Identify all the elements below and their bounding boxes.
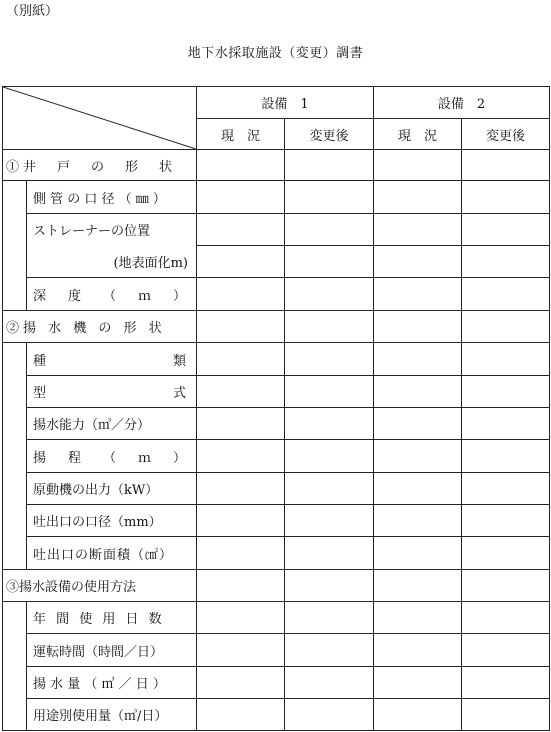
- input-cell[interactable]: [285, 699, 374, 731]
- input-cell[interactable]: [462, 602, 550, 634]
- strainer-position-unit-label: (地表面化m): [27, 246, 197, 278]
- input-cell[interactable]: [285, 440, 374, 473]
- input-cell[interactable]: [197, 246, 285, 278]
- input-cell[interactable]: [285, 278, 374, 311]
- equipment-1-after-header: 変更後: [285, 119, 374, 150]
- indent-cell: [3, 505, 27, 537]
- input-cell[interactable]: [462, 214, 550, 246]
- pump-head-label-part: ）: [172, 450, 186, 466]
- annual-days-label: 年 間 使 用 日 数: [27, 602, 197, 634]
- input-cell[interactable]: [285, 634, 374, 667]
- depth-label-part: 深: [33, 288, 47, 304]
- strainer-position-label: ストレーナーの位置: [27, 214, 197, 246]
- equipment-2-after-header: 変更後: [462, 119, 550, 150]
- model-label-part: 式: [172, 386, 186, 401]
- attachment-label: （別紙）: [6, 4, 59, 19]
- input-cell[interactable]: [197, 311, 285, 343]
- pumping-volume-label: 揚 水 量 （ ㎥ ／ 日 ）: [27, 667, 197, 699]
- input-cell[interactable]: [374, 505, 462, 537]
- input-cell[interactable]: [374, 699, 462, 731]
- input-cell[interactable]: [374, 602, 462, 634]
- side-pipe-diameter-label: 側 管 の 口 径 （ ㎜ ）: [27, 181, 197, 214]
- indent-cell: [3, 408, 27, 440]
- indent-cell: [3, 181, 27, 214]
- input-cell[interactable]: [462, 343, 550, 376]
- document-title: 地下水採取施設（変更）調書: [187, 46, 364, 61]
- discharge-diameter-label: 吐出口の口径（mm）: [27, 505, 197, 537]
- input-cell[interactable]: [197, 214, 285, 246]
- equipment-2-header: 設備 2: [374, 87, 550, 119]
- section-well-title: ①井 戸 の 形 状: [3, 150, 197, 181]
- input-cell[interactable]: [462, 408, 550, 440]
- pump-head-label-part: 揚: [33, 450, 47, 466]
- input-cell[interactable]: [374, 570, 462, 602]
- input-cell[interactable]: [462, 570, 550, 602]
- input-cell[interactable]: [197, 570, 285, 602]
- depth-label-part: ｍ: [137, 288, 151, 304]
- input-cell[interactable]: [374, 181, 462, 214]
- indent-cell: [3, 440, 27, 473]
- section-usage-title: ③揚水設備の使用方法: [3, 570, 197, 602]
- usage-by-purpose-label: 用途別使用量（㎥/日）: [27, 699, 197, 731]
- input-cell[interactable]: [462, 699, 550, 731]
- input-cell[interactable]: [462, 473, 550, 505]
- input-cell[interactable]: [197, 473, 285, 505]
- input-cell[interactable]: [374, 214, 462, 246]
- kind-label-part: 類: [172, 353, 186, 369]
- header-corner-cell: [3, 87, 197, 150]
- kind-label-part: 種: [33, 353, 47, 369]
- indent-cell: [3, 278, 27, 311]
- indent-cell: [3, 343, 27, 376]
- input-cell[interactable]: [374, 408, 462, 440]
- input-cell[interactable]: [197, 667, 285, 699]
- diagonal-line: [3, 87, 196, 149]
- input-cell[interactable]: [197, 278, 285, 311]
- input-cell[interactable]: [462, 246, 550, 278]
- input-cell[interactable]: [197, 343, 285, 376]
- pump-head-label-part: ｍ: [137, 450, 151, 466]
- input-cell[interactable]: [285, 181, 374, 214]
- equipment-1-current-header: 現 況: [197, 119, 285, 150]
- input-cell[interactable]: [374, 246, 462, 278]
- input-cell[interactable]: [197, 376, 285, 408]
- input-cell[interactable]: [374, 278, 462, 311]
- input-cell[interactable]: [285, 214, 374, 246]
- input-cell[interactable]: [374, 537, 462, 570]
- input-cell[interactable]: [285, 667, 374, 699]
- indent-cell: [3, 246, 27, 278]
- depth-label-part: （: [102, 288, 116, 304]
- input-cell[interactable]: [462, 278, 550, 311]
- motor-output-label: 原動機の出力（kW）: [27, 473, 197, 505]
- input-cell[interactable]: [285, 376, 374, 408]
- pumping-capacity-label: 揚水能力（㎥／分）: [27, 408, 197, 440]
- input-cell[interactable]: [374, 634, 462, 667]
- input-cell[interactable]: [285, 537, 374, 570]
- pump-head-label-part: （: [102, 450, 116, 466]
- input-cell[interactable]: [285, 343, 374, 376]
- indent-cell: [3, 214, 27, 246]
- indent-cell: [3, 602, 27, 634]
- depth-label-part: 度: [67, 288, 81, 304]
- input-cell[interactable]: [285, 473, 374, 505]
- indent-cell: [3, 667, 27, 699]
- input-cell[interactable]: [374, 667, 462, 699]
- survey-table: [2, 86, 550, 731]
- input-cell[interactable]: [285, 246, 374, 278]
- input-cell[interactable]: [285, 602, 374, 634]
- model-label-part: 型: [33, 386, 47, 401]
- discharge-area-label: 吐出口の断面積（㎠）: [27, 537, 197, 570]
- input-cell[interactable]: [197, 699, 285, 731]
- kind-label: [27, 343, 197, 376]
- input-cell[interactable]: [374, 150, 462, 181]
- input-cell[interactable]: [197, 150, 285, 181]
- input-cell[interactable]: [197, 440, 285, 473]
- input-cell[interactable]: [374, 343, 462, 376]
- equipment-1-header: 設備 1: [197, 87, 374, 119]
- model-label: [27, 376, 197, 408]
- input-cell[interactable]: [462, 150, 550, 181]
- input-cell[interactable]: [197, 634, 285, 667]
- input-cell[interactable]: [462, 537, 550, 570]
- input-cell[interactable]: [197, 602, 285, 634]
- pump-head-label: [27, 440, 197, 473]
- indent-cell: [3, 699, 27, 731]
- input-cell[interactable]: [285, 570, 374, 602]
- input-cell[interactable]: [285, 505, 374, 537]
- input-cell[interactable]: [462, 667, 550, 699]
- input-cell[interactable]: [374, 311, 462, 343]
- input-cell[interactable]: [285, 408, 374, 440]
- pump-head-label-part: 程: [67, 450, 81, 466]
- indent-cell: [3, 634, 27, 667]
- input-cell[interactable]: [462, 505, 550, 537]
- indent-cell: [3, 376, 27, 408]
- input-cell[interactable]: [462, 634, 550, 667]
- depth-label-part: ）: [172, 288, 186, 304]
- operating-hours-label: 運転時間（時間／日）: [27, 634, 197, 667]
- equipment-2-current-header: 現 況: [374, 119, 462, 150]
- section-pump-title: ②揚 水 機 の 形 状: [3, 311, 197, 343]
- input-cell[interactable]: [462, 181, 550, 214]
- input-cell[interactable]: [462, 311, 550, 343]
- input-cell[interactable]: [462, 440, 550, 473]
- depth-label: [27, 278, 197, 311]
- input-cell[interactable]: [197, 505, 285, 537]
- indent-cell: [3, 473, 27, 505]
- input-cell[interactable]: [285, 311, 374, 343]
- input-cell[interactable]: [285, 150, 374, 181]
- indent-cell: [3, 537, 27, 570]
- input-cell[interactable]: [374, 376, 462, 408]
- input-cell[interactable]: [197, 408, 285, 440]
- input-cell[interactable]: [197, 537, 285, 570]
- input-cell[interactable]: [197, 181, 285, 214]
- input-cell[interactable]: [374, 473, 462, 505]
- input-cell[interactable]: [462, 376, 550, 408]
- input-cell[interactable]: [374, 440, 462, 473]
